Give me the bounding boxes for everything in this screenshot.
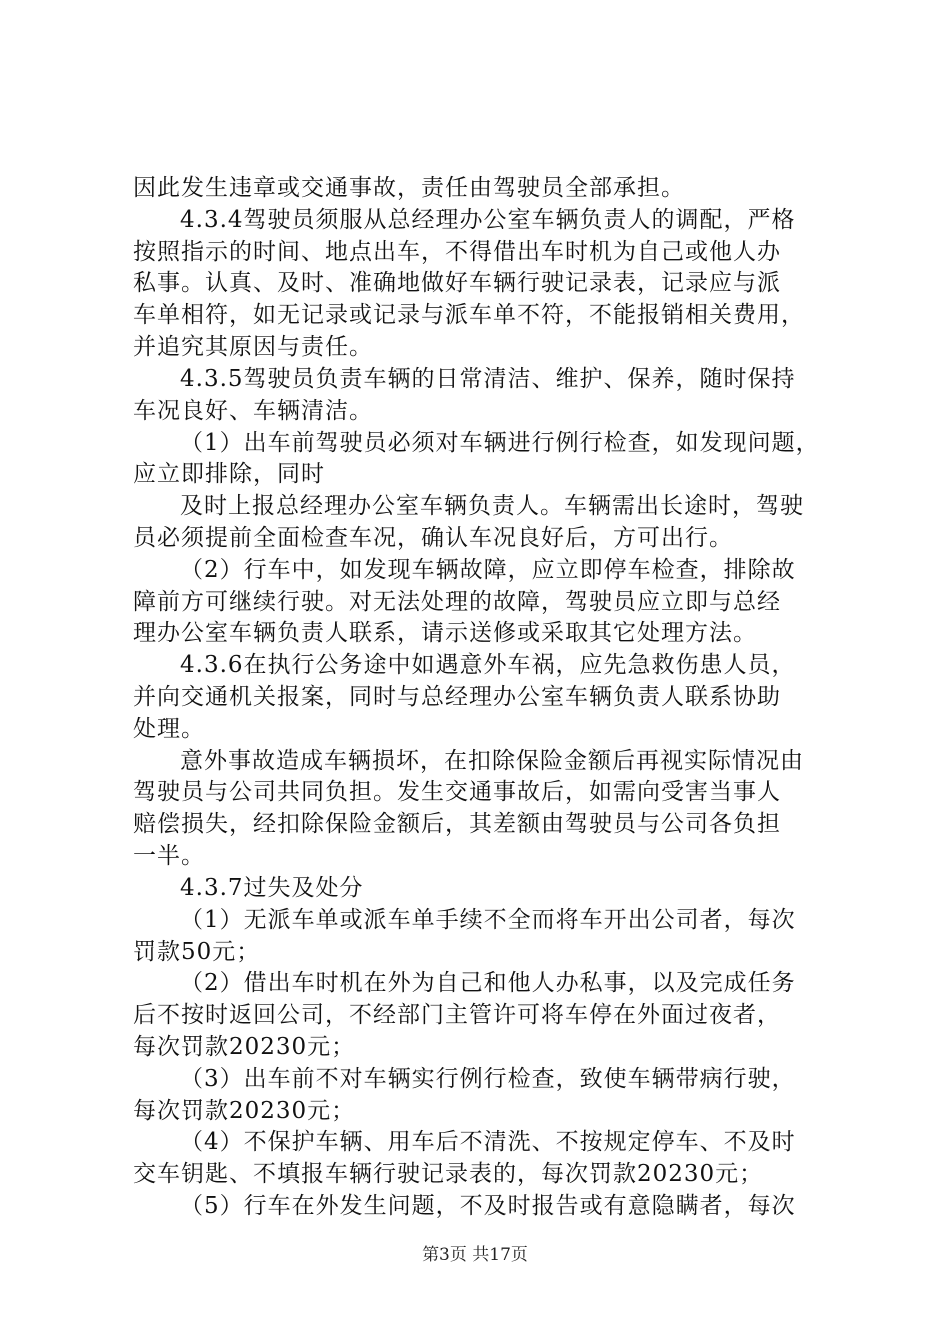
text-line: （2）借出车时机在外为自己和他人办私事，以及完成任务 [180,970,796,996]
text-line: 并追究其原因与责任。 [133,334,373,360]
text-line: （3）出车前不对车辆实行例行检查，致使车辆带病行驶， [180,1066,796,1092]
text-line: 应立即排除，同时 [133,461,325,487]
text-line: 4.3.6在执行公务途中如遇意外车祸，应先急救伤患人员， [180,652,796,678]
text-line: （5）行车在外发生问题，不及时报告或有意隐瞒者，每次 [180,1193,796,1219]
text-line: 4.3.7过失及处分 [180,875,364,901]
text-line: 处理。 [133,716,205,742]
text-line: （1）出车前驾驶员必须对车辆进行例行检查，如发现问题， [180,430,820,456]
page-number: 第3页 共17页 [422,1245,528,1265]
text-line: 4.3.4驾驶员须服从总经理办公室车辆负责人的调配，严格 [180,207,796,233]
text-line: 因此发生违章或交通事故，责任由驾驶员全部承担。 [133,175,685,201]
text-line: 驾驶员与公司共同负担。发生交通事故后，如需向受害当事人 [133,779,781,805]
text-line: 4.3.5驾驶员负责车辆的日常清洁、维护、保养，随时保持 [180,366,796,392]
text-line: 罚款50元； [133,939,261,965]
text-line: （4）不保护车辆、用车后不清洗、不按规定停车、不及时 [180,1129,796,1155]
text-line: 私事。认真、及时、准确地做好车辆行驶记录表，记录应与派 [133,270,781,296]
text-line: 后不按时返回公司，不经部门主管许可将车停在外面过夜者， [133,1002,781,1028]
text-line: （2）行车中，如发现车辆故障，应立即停车检查，排除故 [180,557,796,583]
text-line: 交车钥匙、不填报车辆行驶记录表的，每次罚款20230元； [133,1161,764,1187]
text-line: 按照指示的时间、地点出车，不得借出车时机为自己或他人办 [133,239,781,265]
text-line: 员必须提前全面检查车况，确认车况良好后，方可出行。 [133,525,733,551]
text-line: 并向交通机关报案，同时与总经理办公室车辆负责人联系协助 [133,684,781,710]
text-line: 车单相符，如无记录或记录与派车单不符，不能报销相关费用， [133,302,805,328]
text-line: 意外事故造成车辆损坏，在扣除保险金额后再视实际情况由 [180,748,804,774]
text-line: 车况良好、车辆清洁。 [133,398,373,424]
text-line: 每次罚款20230元； [133,1098,356,1124]
text-line: （1）无派车单或派车单手续不全而将车开出公司者，每次 [180,907,796,933]
text-line: 障前方可继续行驶。对无法处理的故障，驾驶员应立即与总经 [133,589,781,615]
text-line: 一半。 [133,843,205,869]
text-line: 每次罚款20230元； [133,1034,356,1060]
text-line: 理办公室车辆负责人联系，请示送修或采取其它处理方法。 [133,620,757,646]
text-line: 及时上报总经理办公室车辆负责人。车辆需出长途时，驾驶 [180,493,804,519]
text-line: 赔偿损失，经扣除保险金额后，其差额由驾驶员与公司各负担 [133,811,781,837]
